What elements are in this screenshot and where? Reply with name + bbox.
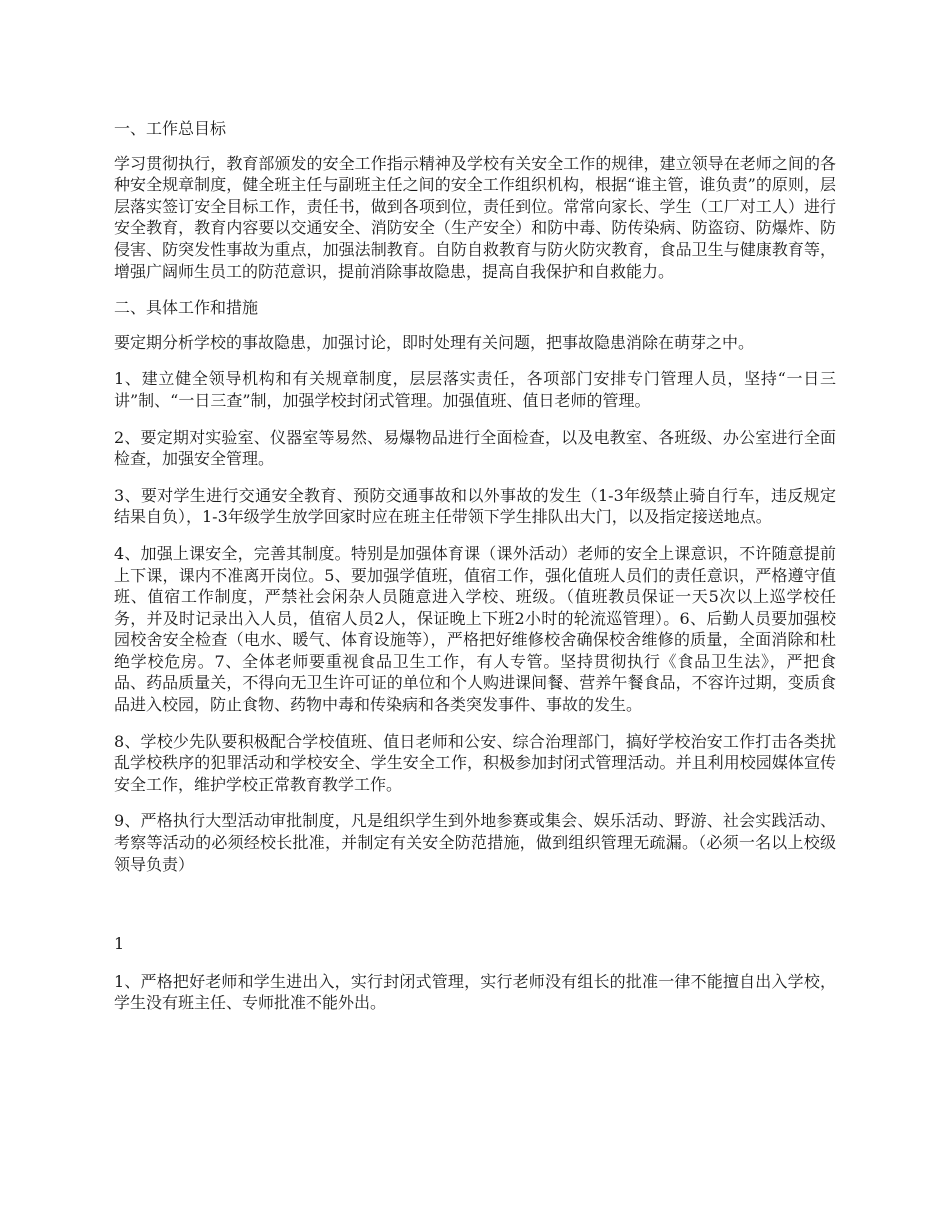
paragraph-measures-intro: 要定期分析学校的事故隐患，加强讨论，即时处理有关问题，把事故隐患消除在萌芽之中。 xyxy=(114,332,755,352)
page-number: 1 xyxy=(114,934,125,954)
section-heading-measures: 二、具体工作和措施 xyxy=(114,298,259,318)
paragraph-item-1: 1、建立健全领导机构和有关规章制度，层层落实责任，各项部门安排专门管理人员，坚持“一日三讲”制、“一日三查”制，加强学校封闭式管理。加强值班、值日老师的管理。 xyxy=(114,369,836,410)
paragraph-item-4-7: 4、加强上课安全，完善其制度。特别是加强体育课（课外活动）老师的安全上课意识，不许随意提前上下课，课内不准离开岗位。5、要加强学值班，值宿工作，强化值班人员们的责任意识，严格遵守值班、值宿工作制度，严禁社会闲杂人员随意进入学校、班级。（值班教员保证一天5次以上巡学校任务，并及时记录出入人员，值宿人员2人，保证晚上下班2小时的轮流巡管理）。6、后勤人员要加强校园校舍安全检查（电水、暖气、体育设施等），严格把好维修校舍确保校舍维修的质量，全面消除和杜绝学校危房。7、全体老师要重视食品卫生工作，有人专管。坚持贯彻执行《食品卫生法》，严把食品、药品质量关，不得向无卫生许可证的单位和个人购进课间餐、营养午餐食品，不容许过期，变质食品进入校园，防止食物、药物中毒和传染病和各类突发事件、事故的发生。 xyxy=(114,543,836,715)
section-heading-goals: 一、工作总目标 xyxy=(114,119,227,138)
document-page xyxy=(114,118,836,1029)
paragraph-item-9: 9、严格执行大型活动审批制度，凡是组织学生到外地参赛或集会、娱乐活动、野游、社会实践活动、考察等活动的必须经校长批准，并制定有关安全防范措施，做到组织管理无疏漏。（必须一名以上校级领导负责） xyxy=(114,811,836,874)
paragraph-item-2: 2、要定期对实验室、仪器室等易然、易爆物品进行全面检查，以及电教室、各班级、办公室进行全面检查，加强安全管理。 xyxy=(114,427,836,469)
paragraph-next-page-item-1: 1、严格把好老师和学生进出入，实行封闭式管理，实行老师没有组长的批准一律不能擅自出入学校，学生没有班主任、专师批准不能外出。 xyxy=(114,971,836,1013)
paragraph-goals-body: 学习贯彻执行，教育部颁发的安全工作指示精神及学校有关安全工作的规律，建立领导在老师之间的各种安全规章制度，健全班主任与副班主任之间的安全工作组织机构，根据“谁主管，谁负责”的原则，层层落实签订安全目标工作，责任书，做到各项到位，责任到位。常常向家长、学生（工厂对工人）进行安全教育，教育内容要以交通安全、消防安全（生产安全）和防中毒、防传染病、防盗窃、防爆炸、防侵害、防突发性事故为重点，加强法制教育。自防自救教育与防火防灾教育，食品卫生与健康教育等，增强广阔师生员工的防范意识，提前消除事故隐患，提高自我保护和自救能力。 xyxy=(114,153,836,281)
paragraph-item-8: 8、学校少先队要积极配合学校值班、值日老师和公安、综合治理部门，搞好学校治安工作打击各类扰乱学校秩序的犯罪活动和学校安全、学生安全工作，积极参加封闭式管理活动。并且利用校园媒体宣传安全工作，维护学校正常教育教学工作。 xyxy=(114,731,836,794)
paragraph-item-3: 3、要对学生进行交通安全教育、预防交通事故和以外事故的发生（1-3年级禁止骑自行车，违反规定结果自负），1-3年级学生放学回家时应在班主任带领下学生排队出大门，以及指定接送地点。 xyxy=(114,485,836,527)
